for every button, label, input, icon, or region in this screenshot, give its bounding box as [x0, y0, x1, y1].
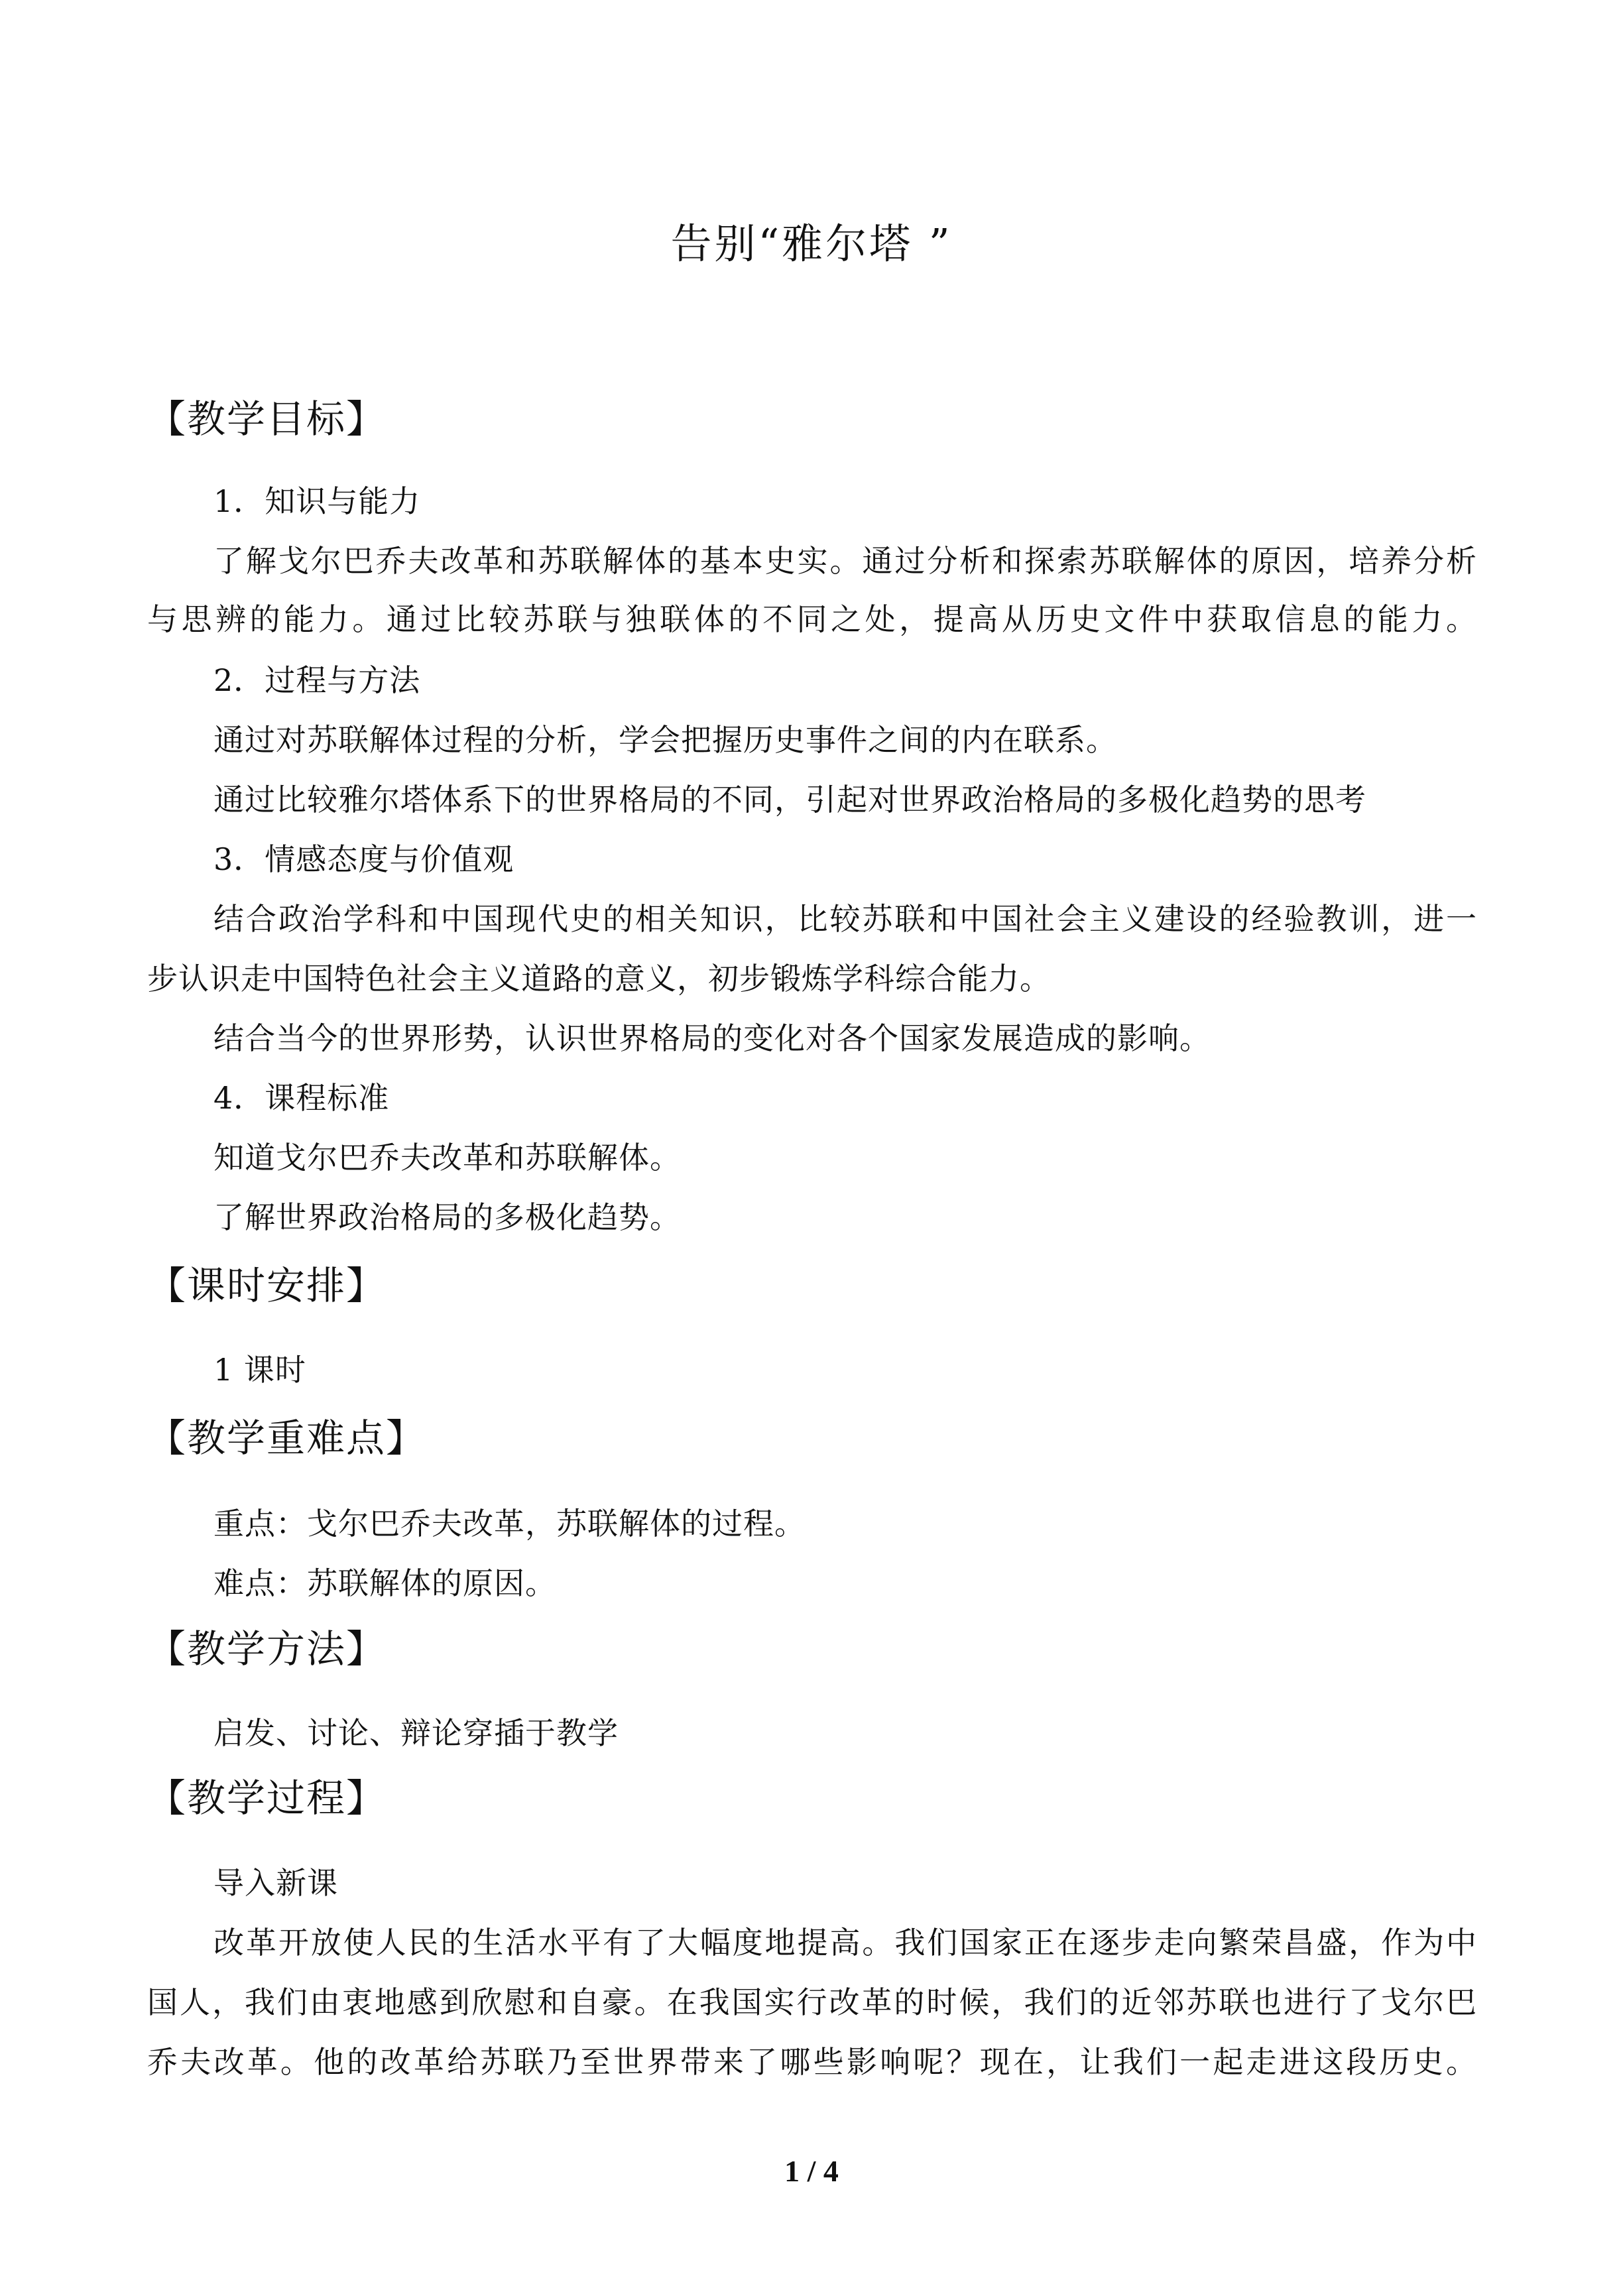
difficult-point-text: 难点：苏联解体的原因。: [213, 1565, 556, 1601]
page-number: 1 / 4: [784, 2154, 839, 2188]
objective-2-text-line: 通过比较雅尔塔体系下的世界格局的不同，引起对世界政治格局的多极化趋势的思考: [213, 782, 1366, 817]
section-heading-schedule: 【课时安排】: [147, 1263, 387, 1308]
schedule-text: 1 课时: [213, 1352, 306, 1388]
document-title: 告别“雅尔塔 ”: [670, 219, 953, 268]
objective-1-text-line: 与思辨的能力。通过比较苏联与独联体的不同之处，提高从历史文件中获取信息的能力。: [147, 601, 1477, 637]
section-heading-objectives: 【教学目标】: [147, 396, 387, 442]
objective-1-text-line: 了解戈尔巴乔夫改革和苏联解体的基本史实。通过分析和探索苏联解体的原因，培养分析: [213, 543, 1477, 579]
objective-2-text-line: 通过对苏联解体过程的分析，学会把握历史事件之间的内在联系。: [213, 722, 1117, 758]
objective-3-text-line: 结合政治学科和中国现代史的相关知识，比较苏联和中国社会主义建设的经验教训，进一: [213, 901, 1477, 937]
objective-4-text-line: 知道戈尔巴乔夫改革和苏联解体。: [213, 1140, 681, 1176]
process-intro-text-line: 国人，我们由衷地感到欣慰和自豪。在我国实行改革的时候，我们的近邻苏联也进行了戈尔巴: [147, 1984, 1477, 2020]
objective-3-text-line: 步认识走中国特色社会主义道路的意义，初步锻炼学科综合能力。: [147, 961, 1051, 997]
objective-4-text-line: 了解世界政治格局的多极化趋势。: [213, 1199, 681, 1235]
section-heading-key-points: 【教学重难点】: [147, 1416, 426, 1461]
key-point-text: 重点：戈尔巴乔夫改革，苏联解体的过程。: [213, 1506, 806, 1541]
section-heading-methods: 【教学方法】: [147, 1626, 387, 1671]
methods-text: 启发、讨论、辩论穿插于教学: [213, 1715, 619, 1751]
objective-3-label: 3．情感态度与价值观: [213, 841, 514, 877]
objective-2-label: 2．过程与方法: [213, 662, 421, 698]
objective-1-label: 1．知识与能力: [213, 483, 421, 519]
process-intro-text-line: 乔夫改革。他的改革给苏联乃至世界带来了哪些影响呢？现在，让我们一起走进这段历史。: [147, 2044, 1477, 2080]
objective-4-label: 4．课程标准: [213, 1080, 390, 1116]
process-intro-label: 导入新课: [213, 1865, 338, 1901]
section-heading-process: 【教学过程】: [147, 1776, 387, 1821]
objective-3-text-line: 结合当今的世界形势，认识世界格局的变化对各个国家发展造成的影响。: [213, 1020, 1211, 1056]
process-intro-text-line: 改革开放使人民的生活水平有了大幅度地提高。我们国家正在逐步走向繁荣昌盛，作为中: [213, 1925, 1477, 1961]
